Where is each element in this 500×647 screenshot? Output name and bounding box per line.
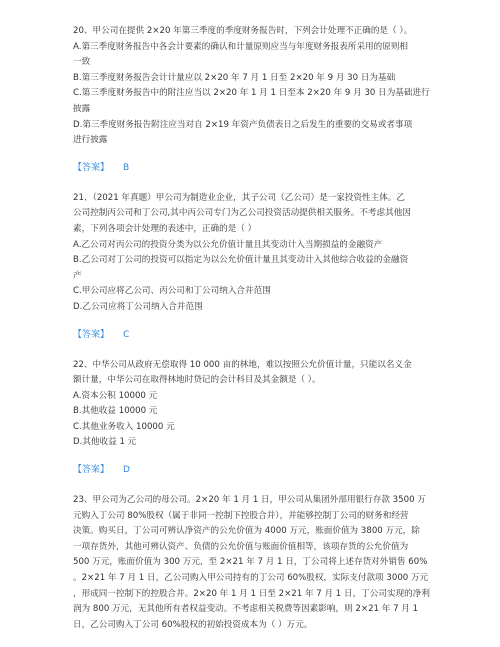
- question-23-stem-cont-1: 元购入丁公司 80%股权（属于非同一控制下控股合并），并能够控制丁公司的财务和经营: [73, 510, 409, 521]
- question-23-stem-cont-2: 决策。购买日，丁公司可辨认净资产的公允价值为 4000 万元，账面价值为 3800 万元，除: [73, 526, 420, 537]
- document-page: [73, 24, 433, 633]
- question-23: [73, 493, 433, 633]
- question-20-option-a-cont: 一致: [73, 57, 91, 68]
- question-23-stem-cont-6: ，形成同一控制下的控股合并。2×20 年 1 月 1 日至 2×21 年 7 月 1 日，丁公司实现的净利: [73, 588, 430, 599]
- question-23-stem-cont-3: 一项存货外，其他可辨认资产、负债的公允价值与账面价值相等，该项存货的公允价值为: [73, 541, 409, 552]
- question-21-option-b-cont: 产: [73, 270, 82, 281]
- question-23-stem-cont-7: 润为 800 万元，无其他所有者权益变动。不考虑相关税费等因素影响，则 2×21 年 7 月 1: [73, 604, 419, 615]
- question-22-stem-cont: 额计量，中华公司在取得林地时贷记的会计科目及其金额是（ ）。: [73, 375, 321, 386]
- answer-label: 【答案】: [73, 162, 110, 173]
- question-21-option-d: D.乙公司应将丁公司纳入合并范围: [73, 301, 203, 312]
- question-23-stem-cont-4: 500 万元，账面价值为 300 万元，至 2×21 年 7 月 1 日，丁公司将上述存货对外销售 60%: [73, 557, 428, 568]
- question-21-option-c: C.甲公司应将乙公司、丙公司和丁公司纳入合并范围: [73, 286, 271, 297]
- question-20-option-d-cont: 进行披露: [73, 135, 108, 146]
- question-21-option-a: A.乙公司对丙公司的投资分类为以公允价值计量且其变动计入当期损益的金融资产: [73, 239, 383, 250]
- question-21-stem-cont-1: 公司控制丙公司和丁公司,其中丙公司专门为乙公司投资活动提供相关服务。不考虑其他因: [73, 208, 411, 219]
- question-22-stem: 22、中华公司从政府无偿取得 10 000 亩的林地，难以按照公允价值计量，只能以名义金: [73, 359, 412, 370]
- question-20-option-a: A.第三季度财务报告中各会计要素的确认和计量原则应当与年度财务报表所采用的原则相: [73, 41, 409, 52]
- answer-label: 【答案】: [73, 465, 110, 476]
- question-20-option-b: B.第三季度财务报告会计计量应以 2×20 年 7 月 1 日至 2×20 年 9 月 30 日为基础: [73, 72, 396, 83]
- question-22-option-d: D.其他收益 1 元: [73, 437, 137, 448]
- question-20-answer: [73, 161, 433, 176]
- question-20-option-d: D.第三季度财务报告附注应当对自 2×19 年资产负债表日之后发生的重要的交易或者事项: [73, 119, 413, 130]
- question-22-answer: [73, 463, 433, 478]
- question-23-stem-cont-5: 。2×21 年 7 月 1 日，乙公司购入甲公司持有的丁公司 60%股权，实际支付款项 3000 万元: [73, 573, 429, 584]
- question-22: [73, 358, 433, 452]
- question-22-option-c: C.其他业务收入 10000 元: [73, 421, 175, 432]
- answer-value: C: [123, 329, 130, 340]
- answer-value: D: [123, 465, 130, 476]
- question-20-option-c: C.第三季度财务报告中的附注应当以 2×20 年 1 月 1 日至本 2×20 年 9 月 30 日为基础进行: [73, 88, 430, 99]
- answer-value: B: [123, 162, 130, 173]
- question-23-stem-cont-8: 日，乙公司购入丁公司 60%股权的初始投资成本为（ ）万元。: [73, 619, 313, 630]
- question-21: [73, 191, 433, 316]
- question-23-stem: 23、甲公司为乙公司的母公司。2×20 年 1 月 1 日，甲公司从集团外部用银行存款 3500 万: [73, 495, 426, 506]
- question-20-option-c-cont: 披露: [73, 103, 91, 114]
- question-21-option-b: B.乙公司对丁公司的投资可以指定为以公允价值计量且其变动计入其他综合收益的金融资: [73, 255, 409, 266]
- question-22-option-a: A.资本公积 10000 元: [73, 390, 158, 401]
- question-21-stem: 21、（2021 年真题）甲公司为制造业企业，其子公司（乙公司）是一家投资性主体。乙: [73, 192, 406, 203]
- question-20-stem: 20、甲公司在提供 2×20 年第三季度的季度财务报告时，下列会计处理不正确的是（ ）。: [73, 26, 413, 36]
- question-22-option-b: B.其他收益 10000 元: [73, 406, 158, 417]
- question-20: [73, 24, 433, 149]
- question-21-answer: [73, 328, 433, 343]
- question-21-stem-cont-2: 素，下列各项会计处理的表述中，正确的是（ ）: [73, 223, 257, 234]
- answer-label: 【答案】: [73, 329, 110, 340]
